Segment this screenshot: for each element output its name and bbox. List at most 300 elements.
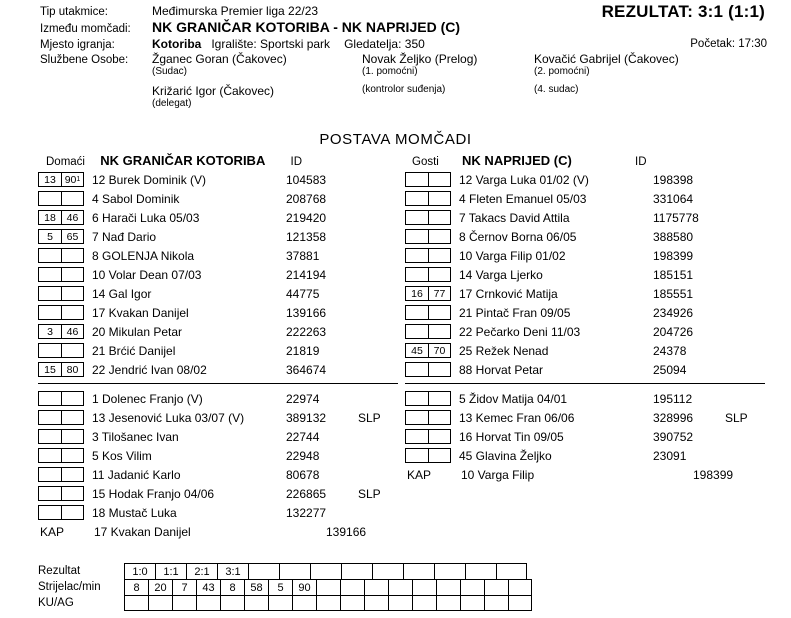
player-sub-boxes[interactable] xyxy=(38,229,84,244)
summary-grid-cell[interactable] xyxy=(460,579,484,595)
box-in-number[interactable] xyxy=(405,305,428,320)
player-name: 16 Horvat Tin 09/05 xyxy=(459,429,564,444)
label-between-teams: Između momčadi: xyxy=(40,23,131,35)
away-subs-list xyxy=(405,389,765,465)
box-in-number[interactable] xyxy=(38,286,61,301)
summary-grid-cell[interactable] xyxy=(310,563,341,579)
box-in-number[interactable] xyxy=(38,486,61,501)
player-name: 17 Crnković Matija xyxy=(459,286,558,301)
player-id: 389132 xyxy=(286,410,327,425)
player-id: 139166 xyxy=(286,305,327,320)
player-sub-boxes[interactable] xyxy=(405,267,451,282)
player-sub-boxes[interactable] xyxy=(405,229,451,244)
box-in-number[interactable]: 15 xyxy=(38,362,61,377)
summary-grid-cell[interactable] xyxy=(248,563,279,579)
player-id: 219420 xyxy=(286,210,327,225)
label-venue: Mjesto igranja: xyxy=(40,39,115,51)
player-sub-boxes[interactable] xyxy=(405,362,451,377)
player-sub-boxes[interactable] xyxy=(38,391,84,406)
player-name: 21 Brćić Danijel xyxy=(92,343,176,358)
box-minute[interactable] xyxy=(428,172,451,187)
summary-grid-cell[interactable]: 20 xyxy=(148,579,172,595)
summary-grid-row-label: KU/AG xyxy=(38,597,74,609)
summary-grid-cell[interactable] xyxy=(508,595,532,611)
box-in-number[interactable] xyxy=(405,172,428,187)
box-minute[interactable] xyxy=(428,210,451,225)
box-minute[interactable]: 46 xyxy=(61,210,84,225)
player-id: 214194 xyxy=(286,267,327,282)
player-name: 45 Glavina Željko xyxy=(459,448,552,463)
box-minute[interactable]: 80 xyxy=(61,362,84,377)
box-in-number[interactable]: 5 xyxy=(38,229,61,244)
box-in-number[interactable] xyxy=(38,429,61,444)
box-in-number[interactable] xyxy=(38,305,61,320)
player-row xyxy=(38,446,398,465)
summary-grid-cell[interactable] xyxy=(372,563,403,579)
player-row xyxy=(38,170,398,189)
player-id: 23091 xyxy=(653,448,687,463)
player-name: 14 Gal Igor xyxy=(92,286,152,301)
player-row xyxy=(405,322,765,341)
summary-grid-cell[interactable] xyxy=(403,563,434,579)
box-minute[interactable] xyxy=(61,286,84,301)
away-kap-label: KAP xyxy=(407,467,432,482)
player-sub-boxes[interactable] xyxy=(38,210,84,225)
box-in-number[interactable] xyxy=(405,248,428,263)
box-minute[interactable] xyxy=(61,486,84,501)
player-name: 8 Černov Borna 06/05 xyxy=(459,229,577,244)
summary-grid-cell[interactable] xyxy=(148,595,172,611)
box-in-number[interactable] xyxy=(405,362,428,377)
summary-grid-cell[interactable] xyxy=(484,579,508,595)
player-row xyxy=(405,170,765,189)
official-referee-role: (Sudac) xyxy=(152,66,188,77)
away-divider xyxy=(405,383,765,384)
player-name: 1 Dolenec Franjo (V) xyxy=(92,391,203,406)
player-id: 226865 xyxy=(286,486,327,501)
player-name: 11 Jadanić Karlo xyxy=(92,467,181,482)
box-minute[interactable] xyxy=(428,305,451,320)
player-sub-boxes[interactable] xyxy=(405,410,451,425)
box-in-number[interactable] xyxy=(38,505,61,520)
player-id: 22744 xyxy=(286,429,320,444)
player-sub-boxes[interactable] xyxy=(405,210,451,225)
summary-grid-cell[interactable] xyxy=(292,595,316,611)
player-sub-boxes[interactable] xyxy=(38,286,84,301)
player-sub-boxes[interactable] xyxy=(38,343,84,358)
player-name: 5 Kos Vilim xyxy=(92,448,152,463)
box-minute[interactable] xyxy=(61,429,84,444)
player-name: 13 Jesenović Luka 03/07 (V) xyxy=(92,410,245,425)
player-row xyxy=(405,360,765,379)
player-id: 388580 xyxy=(653,229,694,244)
away-team-header xyxy=(412,153,647,168)
player-sub-boxes[interactable] xyxy=(405,286,451,301)
player-sub-boxes[interactable] xyxy=(405,391,451,406)
player-row xyxy=(405,389,765,408)
box-minute[interactable] xyxy=(428,410,451,425)
player-slp-flag: SLP xyxy=(725,410,748,425)
player-row xyxy=(38,341,398,360)
player-row xyxy=(38,246,398,265)
summary-grid-cell[interactable] xyxy=(436,595,460,611)
player-id: 21819 xyxy=(286,343,320,358)
box-in-number[interactable] xyxy=(38,448,61,463)
player-sub-boxes[interactable] xyxy=(405,429,451,444)
player-name: 4 Sabol Dominik xyxy=(92,191,180,206)
summary-grid-cells xyxy=(124,579,532,595)
summary-grid-cell[interactable] xyxy=(268,595,292,611)
player-id: 37881 xyxy=(286,248,320,263)
player-sub-boxes[interactable] xyxy=(405,248,451,263)
home-captain-name: 17 Kvakan Danijel xyxy=(94,524,191,539)
box-minute[interactable] xyxy=(61,267,84,282)
player-id: 195112 xyxy=(653,391,693,406)
summary-grid-cell[interactable]: 90 xyxy=(292,579,316,595)
player-row xyxy=(38,408,398,427)
player-row xyxy=(38,503,398,522)
player-id: 185551 xyxy=(653,286,694,301)
box-in-number[interactable] xyxy=(405,229,428,244)
box-minute[interactable] xyxy=(428,362,451,377)
player-sub-boxes[interactable] xyxy=(38,267,84,282)
summary-grid-cell[interactable] xyxy=(364,595,388,611)
box-minute[interactable] xyxy=(428,429,451,444)
player-sub-boxes[interactable] xyxy=(405,305,451,320)
box-minute[interactable] xyxy=(428,191,451,206)
player-sub-boxes[interactable] xyxy=(38,191,84,206)
box-in-number[interactable] xyxy=(405,210,428,225)
box-minute[interactable]: 65 xyxy=(61,229,84,244)
official-ar2-role: (2. pomoćni) xyxy=(534,66,590,77)
summary-grid-cell[interactable]: 2:1 xyxy=(186,563,217,579)
summary-grid-row-label: Rezultat xyxy=(38,565,81,577)
player-sub-boxes[interactable] xyxy=(38,410,84,425)
player-sub-boxes[interactable] xyxy=(38,505,84,520)
player-sub-boxes[interactable] xyxy=(38,324,84,339)
player-row xyxy=(38,208,398,227)
official-delegate-role: (delegat) xyxy=(152,98,192,109)
summary-grid-cell[interactable] xyxy=(364,579,388,595)
home-team-name: NK GRANIČAR KOTORIBA xyxy=(100,153,266,168)
result-headline: REZULTAT: 3:1 (1:1) xyxy=(601,2,765,21)
summary-grid-cell[interactable] xyxy=(220,595,244,611)
player-sub-boxes[interactable] xyxy=(38,467,84,482)
summary-grid-row-label: Strijelac/min xyxy=(38,581,101,593)
box-in-number[interactable] xyxy=(405,324,428,339)
away-side-label: Gosti xyxy=(412,156,439,168)
summary-grid-cell[interactable]: 3:1 xyxy=(217,563,248,579)
player-row xyxy=(38,284,398,303)
summary-grid-cells xyxy=(124,563,527,579)
player-name: 88 Horvat Petar xyxy=(459,362,544,377)
player-name: 10 Volar Dean 07/03 xyxy=(92,267,202,282)
away-captain-id: 198399 xyxy=(693,467,734,482)
summary-grid-cell[interactable] xyxy=(436,579,460,595)
label-tip: Tip utakmice: xyxy=(40,6,108,18)
box-in-number[interactable]: 13 xyxy=(38,172,61,187)
summary-grid-cell[interactable]: 1:1 xyxy=(155,563,186,579)
box-in-number[interactable] xyxy=(405,267,428,282)
summary-grid-cell[interactable] xyxy=(244,595,268,611)
box-minute[interactable] xyxy=(61,391,84,406)
player-name: 18 Mustač Luka xyxy=(92,505,177,520)
box-in-number[interactable]: 16 xyxy=(405,286,428,301)
player-sub-boxes[interactable] xyxy=(405,172,451,187)
player-row xyxy=(405,427,765,446)
summary-grid-cell[interactable]: 7 xyxy=(172,579,196,595)
box-in-number[interactable] xyxy=(38,267,61,282)
player-id: 328996 xyxy=(653,410,694,425)
summary-grid-cell[interactable]: 8 xyxy=(220,579,244,595)
away-captain-name: 10 Varga Filip xyxy=(461,467,535,482)
away-starters-list xyxy=(405,170,765,379)
summary-grid-cell[interactable] xyxy=(124,595,148,611)
box-minute[interactable] xyxy=(61,448,84,463)
player-row xyxy=(405,265,765,284)
player-name: 7 Takacs David Attila xyxy=(459,210,570,225)
summary-grid-cell[interactable]: 5 xyxy=(268,579,292,595)
summary-grid-cell[interactable] xyxy=(465,563,496,579)
player-id: 104583 xyxy=(286,172,327,187)
summary-grid-cell[interactable] xyxy=(316,579,340,595)
box-in-number[interactable] xyxy=(38,467,61,482)
official-ar1-name: Novak Željko (Prelog) xyxy=(362,52,478,66)
player-sub-boxes[interactable] xyxy=(405,448,451,463)
player-id: 25094 xyxy=(653,362,687,377)
summary-grid-cell[interactable] xyxy=(412,579,436,595)
box-minute[interactable] xyxy=(428,267,451,282)
summary-grid-cell[interactable] xyxy=(340,579,364,595)
box-in-number[interactable] xyxy=(405,410,428,425)
player-row xyxy=(405,246,765,265)
summary-grid-cell[interactable]: 8 xyxy=(124,579,148,595)
player-row xyxy=(38,360,398,379)
player-row xyxy=(38,189,398,208)
player-sub-boxes[interactable] xyxy=(38,486,84,501)
box-minute[interactable]: 90 1 xyxy=(61,172,84,187)
summary-grid-cell[interactable] xyxy=(496,563,527,579)
summary-grid-cell[interactable] xyxy=(460,595,484,611)
home-subs-list xyxy=(38,389,398,522)
player-name: 5 Židov Matija 04/01 xyxy=(459,391,568,406)
player-sub-boxes[interactable] xyxy=(38,305,84,320)
box-minute[interactable] xyxy=(61,467,84,482)
player-sub-boxes[interactable] xyxy=(405,324,451,339)
player-id: 198399 xyxy=(653,248,694,263)
player-row xyxy=(38,322,398,341)
box-minute[interactable] xyxy=(61,343,84,358)
player-name: 22 Pečarko Deni 11/03 xyxy=(459,324,581,339)
box-in-number[interactable] xyxy=(405,191,428,206)
player-row xyxy=(405,303,765,322)
box-minute[interactable] xyxy=(61,305,84,320)
page-title: POSTAVA MOMČADI xyxy=(319,131,472,148)
player-slp-flag: SLP xyxy=(358,410,381,425)
home-kap-label: KAP xyxy=(40,524,65,539)
player-sub-boxes[interactable] xyxy=(38,362,84,377)
player-id: 234926 xyxy=(653,305,694,320)
header-row-venue xyxy=(40,37,760,53)
away-captain-row xyxy=(405,465,765,484)
value-venue-city: Kotoriba xyxy=(152,37,202,51)
box-minute[interactable]: 46 xyxy=(61,324,84,339)
summary-grid-cell[interactable] xyxy=(388,595,412,611)
player-name: 21 Pintač Fran 09/05 xyxy=(459,305,571,320)
away-team-name: NK NAPRIJED (C) xyxy=(462,153,572,168)
home-team-header xyxy=(46,153,302,168)
away-lineup xyxy=(405,170,765,484)
player-name: 4 Fleten Emanuel 05/03 xyxy=(459,191,587,206)
player-row xyxy=(38,465,398,484)
player-sub-boxes[interactable] xyxy=(38,429,84,444)
value-match-teams: NK GRANIČAR KOTORIBA - NK NAPRIJED (C) xyxy=(152,19,460,35)
summary-grid-cell[interactable]: 1:0 xyxy=(124,563,155,579)
box-in-number[interactable] xyxy=(38,343,61,358)
box-minute[interactable] xyxy=(428,448,451,463)
player-name: 17 Kvakan Danijel xyxy=(92,305,189,320)
home-captain-id: 139166 xyxy=(326,524,367,539)
player-id: 185151 xyxy=(653,267,694,282)
value-venue-stadium: Igralište: Sportski park xyxy=(211,37,331,51)
summary-grid-cell[interactable] xyxy=(340,595,364,611)
player-slp-flag: SLP xyxy=(358,486,381,501)
summary-grid-cell[interactable]: 43 xyxy=(196,579,220,595)
player-row xyxy=(405,227,765,246)
summary-grid-cells xyxy=(124,595,532,611)
box-in-number[interactable]: 3 xyxy=(38,324,61,339)
summary-grid-cell[interactable] xyxy=(508,579,532,595)
player-row xyxy=(405,189,765,208)
player-id: 22974 xyxy=(286,391,320,406)
player-name: 12 Burek Dominik (V) xyxy=(92,172,207,187)
player-sub-boxes[interactable] xyxy=(38,448,84,463)
summary-grid-cell[interactable] xyxy=(412,595,436,611)
official-fourth-role: (4. sudac) xyxy=(534,84,579,95)
box-in-number[interactable] xyxy=(405,391,428,406)
home-id-label: ID xyxy=(290,156,303,168)
box-in-number[interactable]: 18 xyxy=(38,210,61,225)
player-row xyxy=(405,408,765,427)
player-name: 25 Režek Nenad xyxy=(459,343,549,358)
player-name: 22 Jendrić Ivan 08/02 xyxy=(92,362,207,377)
player-id: 132277 xyxy=(286,505,327,520)
player-sub-boxes[interactable] xyxy=(405,191,451,206)
player-row xyxy=(405,208,765,227)
player-name: 13 Kemec Fran 06/06 xyxy=(459,410,575,425)
player-sub-boxes[interactable] xyxy=(38,248,84,263)
player-row xyxy=(38,303,398,322)
player-id: 24378 xyxy=(653,343,687,358)
player-name: 12 Varga Luka 01/02 (V) xyxy=(459,172,589,187)
box-in-number[interactable] xyxy=(38,191,61,206)
player-row xyxy=(38,389,398,408)
summary-grid-cell[interactable] xyxy=(484,595,508,611)
home-captain-row xyxy=(38,522,398,541)
summary-grid-cell[interactable] xyxy=(196,595,220,611)
box-minute[interactable]: 70 xyxy=(428,343,451,358)
player-id: 80678 xyxy=(286,467,320,482)
summary-grid-row xyxy=(38,579,532,595)
player-row xyxy=(38,227,398,246)
player-id: 208768 xyxy=(286,191,327,206)
player-name: 8 GOLENJA Nikola xyxy=(92,248,195,263)
box-minute-superscript: 1 xyxy=(76,176,81,183)
player-id: 390752 xyxy=(653,429,694,444)
summary-grid-row xyxy=(38,563,532,579)
player-id: 204726 xyxy=(653,324,694,339)
home-starters-list xyxy=(38,170,398,379)
player-id: 121358 xyxy=(286,229,327,244)
player-row xyxy=(38,265,398,284)
player-sub-boxes[interactable] xyxy=(405,343,451,358)
player-name: 15 Hodak Franjo 04/06 xyxy=(92,486,215,501)
player-id: 331064 xyxy=(653,191,694,206)
player-name: 6 Harači Luka 05/03 xyxy=(92,210,200,225)
player-name: 20 Mikulan Petar xyxy=(92,324,183,339)
official-delegate-name: Križarić Igor (Čakovec) xyxy=(152,84,275,98)
label-officials: Službene Osobe: xyxy=(40,54,129,66)
player-row xyxy=(405,341,765,360)
summary-grid-cell[interactable] xyxy=(172,595,196,611)
player-sub-boxes[interactable] xyxy=(38,172,84,187)
summary-grid xyxy=(38,563,532,611)
summary-grid-cell[interactable] xyxy=(434,563,465,579)
player-row xyxy=(405,284,765,303)
box-in-number[interactable] xyxy=(38,391,61,406)
home-lineup xyxy=(38,170,398,541)
player-id: 44775 xyxy=(286,286,320,301)
player-id: 1175778 xyxy=(653,210,699,225)
box-minute[interactable] xyxy=(428,391,451,406)
player-row xyxy=(38,427,398,446)
summary-grid-cell[interactable]: 58 xyxy=(244,579,268,595)
box-minute[interactable] xyxy=(61,505,84,520)
player-name: 7 Nađ Dario xyxy=(92,229,157,244)
box-minute[interactable] xyxy=(61,191,84,206)
official-ar2-name: Kovačić Gabrijel (Čakovec) xyxy=(534,52,679,66)
box-minute[interactable] xyxy=(61,410,84,425)
header-row-match xyxy=(40,20,760,37)
summary-grid-row xyxy=(38,595,532,611)
player-name: 10 Varga Filip 01/02 xyxy=(459,248,566,263)
player-row xyxy=(405,446,765,465)
value-spectators: Gledatelja: 350 xyxy=(344,37,425,51)
box-minute[interactable] xyxy=(428,229,451,244)
player-id: 364674 xyxy=(286,362,327,377)
official-controller-role: (kontrolor suđenja) xyxy=(362,84,446,95)
official-ar1-role: (1. pomoćni) xyxy=(362,66,418,77)
box-in-number[interactable] xyxy=(38,410,61,425)
summary-grid-cell[interactable] xyxy=(388,579,412,595)
box-in-number[interactable] xyxy=(405,448,428,463)
home-side-label: Domaći xyxy=(46,156,85,168)
value-competition: Međimurska Premier liga 22/23 xyxy=(152,4,319,18)
box-minute[interactable] xyxy=(428,324,451,339)
box-minute[interactable] xyxy=(61,248,84,263)
box-in-number[interactable] xyxy=(405,429,428,444)
box-minute[interactable]: 77 xyxy=(428,286,451,301)
player-id: 198398 xyxy=(653,172,694,187)
box-in-number[interactable]: 45 xyxy=(405,343,428,358)
box-in-number[interactable] xyxy=(38,248,61,263)
player-id: 22948 xyxy=(286,448,320,463)
player-name: 14 Varga Ljerko xyxy=(459,267,543,282)
summary-grid-cell[interactable] xyxy=(279,563,310,579)
summary-grid-cell[interactable] xyxy=(341,563,372,579)
summary-grid-cell[interactable] xyxy=(316,595,340,611)
box-minute[interactable] xyxy=(428,248,451,263)
